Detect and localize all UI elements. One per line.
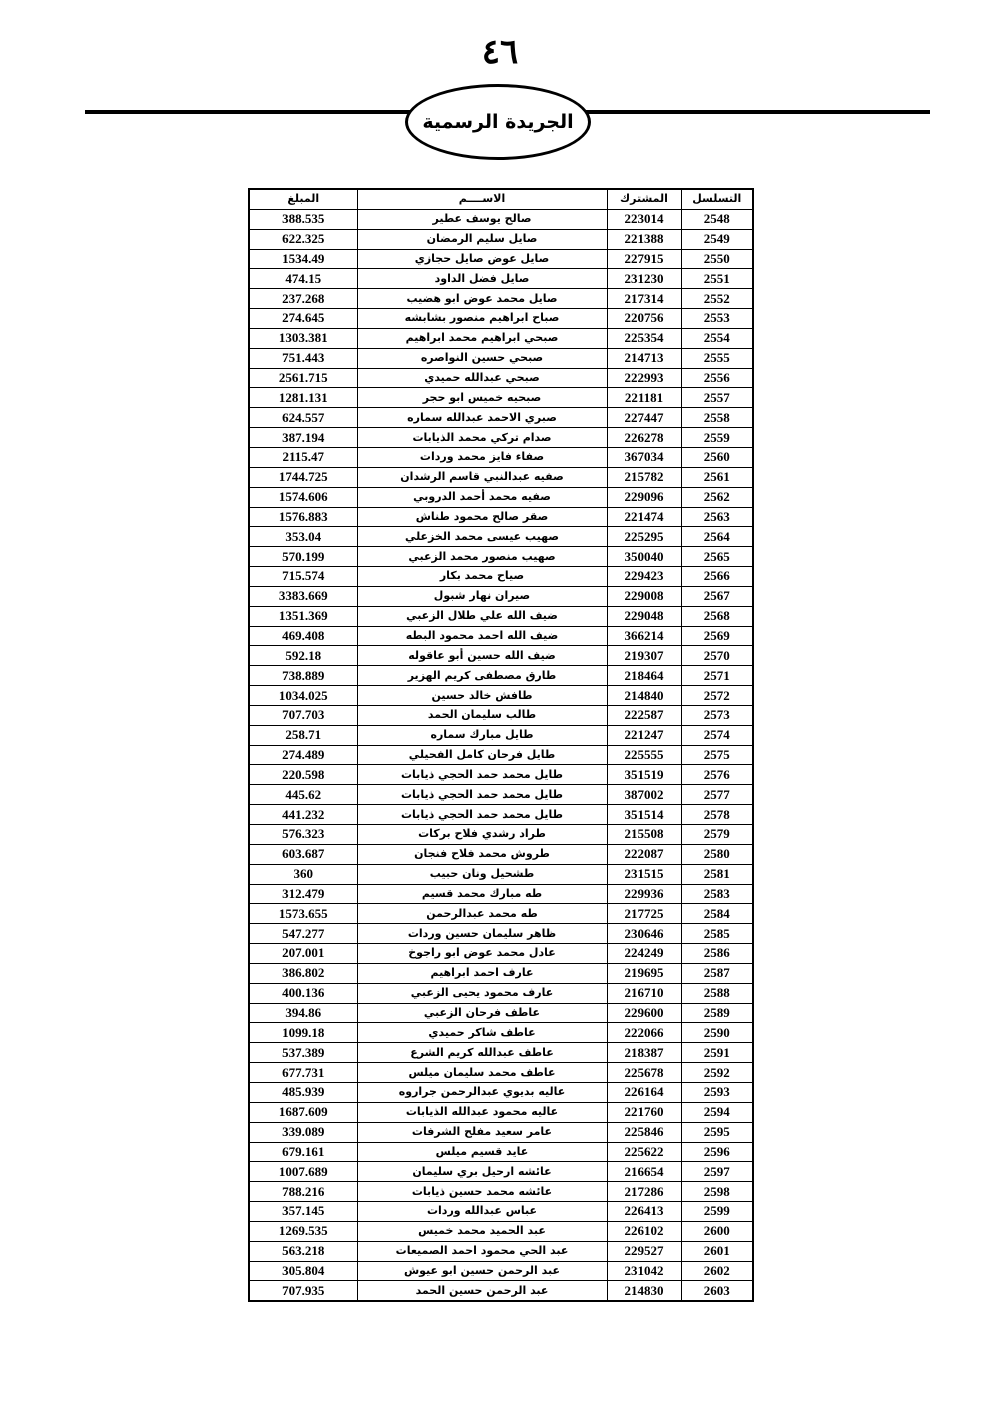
cell-subscriber: 367034 xyxy=(607,447,681,467)
table-row xyxy=(249,428,753,448)
cell-amount: 1576.883 xyxy=(249,507,357,527)
cell-serial: 2557 xyxy=(681,388,753,408)
cell-name: ضيف الله حسين أبو عاقوله xyxy=(357,646,607,666)
table-row xyxy=(249,666,753,686)
cell-serial: 2585 xyxy=(681,924,753,944)
cell-name: صباح ابراهيم منصور بشابشه xyxy=(357,309,607,329)
table-row xyxy=(249,1162,753,1182)
cell-name: طه مبارك محمد قسيم xyxy=(357,884,607,904)
table-row xyxy=(249,586,753,606)
cell-serial: 2559 xyxy=(681,428,753,448)
cell-serial: 2587 xyxy=(681,963,753,983)
cell-amount: 1351.369 xyxy=(249,606,357,626)
cell-name: طايل فرحان كامل الفحيلي xyxy=(357,745,607,765)
cell-amount: 592.18 xyxy=(249,646,357,666)
cell-amount: 3383.669 xyxy=(249,586,357,606)
cell-name: عاليه بديوي عبدالرحمن جراروه xyxy=(357,1082,607,1102)
table-row xyxy=(249,507,753,527)
cell-amount: 312.479 xyxy=(249,884,357,904)
cell-subscriber: 229096 xyxy=(607,487,681,507)
cell-amount: 469.408 xyxy=(249,626,357,646)
cell-subscriber: 387002 xyxy=(607,785,681,805)
table-row xyxy=(249,487,753,507)
cell-subscriber: 227447 xyxy=(607,408,681,428)
cell-name: صبحيه خميس ابو حجر xyxy=(357,388,607,408)
cell-subscriber: 225295 xyxy=(607,527,681,547)
table-row xyxy=(249,1043,753,1063)
cell-serial: 2567 xyxy=(681,586,753,606)
cell-amount: 2561.715 xyxy=(249,368,357,388)
cell-amount: 738.889 xyxy=(249,666,357,686)
cell-subscriber: 217314 xyxy=(607,289,681,309)
cell-subscriber: 216710 xyxy=(607,983,681,1003)
cell-serial: 2593 xyxy=(681,1082,753,1102)
cell-serial: 2572 xyxy=(681,686,753,706)
table-row xyxy=(249,289,753,309)
cell-amount: 751.443 xyxy=(249,348,357,368)
cell-amount: 353.04 xyxy=(249,527,357,547)
cell-serial: 2548 xyxy=(681,209,753,229)
cell-amount: 305.804 xyxy=(249,1261,357,1281)
cell-name: طايل محمد حمد الحجي ذيابات xyxy=(357,805,607,825)
cell-subscriber: 217286 xyxy=(607,1182,681,1202)
payments-table-container xyxy=(248,188,752,1302)
cell-serial: 2551 xyxy=(681,269,753,289)
cell-subscriber: 225555 xyxy=(607,745,681,765)
table-row xyxy=(249,408,753,428)
cell-amount: 220.598 xyxy=(249,765,357,785)
cell-serial: 2577 xyxy=(681,785,753,805)
cell-name: صهيب عيسى محمد الخزعلي xyxy=(357,527,607,547)
header-subscriber: المشترك xyxy=(607,189,681,209)
table-row xyxy=(249,1182,753,1202)
cell-amount: 400.136 xyxy=(249,983,357,1003)
cell-subscriber: 218387 xyxy=(607,1043,681,1063)
cell-subscriber: 229936 xyxy=(607,884,681,904)
table-row xyxy=(249,1281,753,1301)
cell-subscriber: 223014 xyxy=(607,209,681,229)
cell-amount: 441.232 xyxy=(249,805,357,825)
cell-amount: 788.216 xyxy=(249,1182,357,1202)
cell-subscriber: 225622 xyxy=(607,1142,681,1162)
cell-serial: 2581 xyxy=(681,864,753,884)
cell-name: صفيه محمد أحمد الدروبي xyxy=(357,487,607,507)
table-row xyxy=(249,606,753,626)
cell-subscriber: 226102 xyxy=(607,1221,681,1241)
cell-name: صبحي حسين النواصره xyxy=(357,348,607,368)
cell-subscriber: 226413 xyxy=(607,1202,681,1222)
cell-name: عارف احمد ابراهيم xyxy=(357,963,607,983)
table-row xyxy=(249,924,753,944)
cell-subscriber: 351519 xyxy=(607,765,681,785)
cell-subscriber: 225354 xyxy=(607,328,681,348)
table-row xyxy=(249,1122,753,1142)
cell-subscriber: 217725 xyxy=(607,904,681,924)
cell-subscriber: 229600 xyxy=(607,1003,681,1023)
cell-name: عايد قسيم ميلس xyxy=(357,1142,607,1162)
cell-name: صفيه عبدالنبي قاسم الرشدان xyxy=(357,467,607,487)
header-amount: المبلغ xyxy=(249,189,357,209)
table-row xyxy=(249,864,753,884)
table-row xyxy=(249,686,753,706)
cell-amount: 622.325 xyxy=(249,229,357,249)
cell-subscriber: 221474 xyxy=(607,507,681,527)
table-row xyxy=(249,1082,753,1102)
cell-name: عادل محمد عوض ابو راجوخ xyxy=(357,944,607,964)
table-row xyxy=(249,527,753,547)
cell-subscriber: 226164 xyxy=(607,1082,681,1102)
cell-name: عبد الحي محمود احمد الصميعات xyxy=(357,1241,607,1261)
header-serial: التسلسل xyxy=(681,189,753,209)
cell-amount: 1534.49 xyxy=(249,249,357,269)
cell-name: طه محمد عبدالرحمن xyxy=(357,904,607,924)
cell-subscriber: 231515 xyxy=(607,864,681,884)
table-row xyxy=(249,626,753,646)
cell-name: صبحي ابراهيم محمد ابراهيم xyxy=(357,328,607,348)
cell-subscriber: 366214 xyxy=(607,626,681,646)
cell-name: عاطف فرحان الزعبي xyxy=(357,1003,607,1023)
cell-serial: 2563 xyxy=(681,507,753,527)
cell-subscriber: 230646 xyxy=(607,924,681,944)
cell-amount: 603.687 xyxy=(249,844,357,864)
cell-name: طايل محمد حمد الحجي ذيابات xyxy=(357,785,607,805)
table-row xyxy=(249,567,753,587)
cell-serial: 2583 xyxy=(681,884,753,904)
cell-amount: 1034.025 xyxy=(249,686,357,706)
cell-amount: 570.199 xyxy=(249,547,357,567)
cell-name: صفاء فايز محمد وردات xyxy=(357,447,607,467)
cell-serial: 2598 xyxy=(681,1182,753,1202)
cell-amount: 339.089 xyxy=(249,1122,357,1142)
cell-amount: 563.218 xyxy=(249,1241,357,1261)
cell-serial: 2571 xyxy=(681,666,753,686)
cell-name: عائشه محمد حسين ذيابات xyxy=(357,1182,607,1202)
cell-name: صدام تركي محمد الذيابات xyxy=(357,428,607,448)
table-row xyxy=(249,745,753,765)
cell-serial: 2562 xyxy=(681,487,753,507)
cell-serial: 2576 xyxy=(681,765,753,785)
cell-name: صبحي عبدالله حميدي xyxy=(357,368,607,388)
table-row xyxy=(249,705,753,725)
cell-name: صبري الاحمد عبدالله سماره xyxy=(357,408,607,428)
table-row xyxy=(249,765,753,785)
cell-serial: 2586 xyxy=(681,944,753,964)
cell-subscriber: 214713 xyxy=(607,348,681,368)
cell-name: صياح محمد بكار xyxy=(357,567,607,587)
table-row xyxy=(249,1261,753,1281)
table-row xyxy=(249,1063,753,1083)
cell-name: صايل عوض صايل حجازي xyxy=(357,249,607,269)
cell-serial: 2565 xyxy=(681,547,753,567)
cell-amount: 394.86 xyxy=(249,1003,357,1023)
cell-subscriber: 225678 xyxy=(607,1063,681,1083)
cell-name: صايل سليم الرمضان xyxy=(357,229,607,249)
table-body xyxy=(249,209,753,1301)
cell-subscriber: 227915 xyxy=(607,249,681,269)
cell-amount: 258.71 xyxy=(249,725,357,745)
table-row xyxy=(249,646,753,666)
cell-subscriber: 221388 xyxy=(607,229,681,249)
cell-amount: 624.557 xyxy=(249,408,357,428)
cell-amount: 388.535 xyxy=(249,209,357,229)
cell-subscriber: 219307 xyxy=(607,646,681,666)
cell-name: عبد الرحمن حسين ابو عيوش xyxy=(357,1261,607,1281)
table-row xyxy=(249,229,753,249)
cell-name: عاطف محمد سليمان ميلس xyxy=(357,1063,607,1083)
page-number: ٤٦ xyxy=(481,32,519,72)
cell-subscriber: 222993 xyxy=(607,368,681,388)
cell-amount: 1269.535 xyxy=(249,1221,357,1241)
cell-serial: 2554 xyxy=(681,328,753,348)
cell-subscriber: 225846 xyxy=(607,1122,681,1142)
cell-serial: 2579 xyxy=(681,825,753,845)
cell-amount: 485.939 xyxy=(249,1082,357,1102)
cell-subscriber: 221760 xyxy=(607,1102,681,1122)
cell-amount: 1744.725 xyxy=(249,467,357,487)
cell-subscriber: 221247 xyxy=(607,725,681,745)
cell-name: عاطف شاكر حميدي xyxy=(357,1023,607,1043)
cell-subscriber: 350040 xyxy=(607,547,681,567)
table-header-row xyxy=(249,189,753,209)
cell-amount: 679.161 xyxy=(249,1142,357,1162)
cell-name: طراد رشدي فلاح بركات xyxy=(357,825,607,845)
table-row xyxy=(249,328,753,348)
header-name: الاســــم xyxy=(357,189,607,209)
cell-subscriber: 214840 xyxy=(607,686,681,706)
cell-amount: 387.194 xyxy=(249,428,357,448)
cell-amount: 1303.381 xyxy=(249,328,357,348)
table-row xyxy=(249,1023,753,1043)
cell-serial: 2570 xyxy=(681,646,753,666)
cell-serial: 2597 xyxy=(681,1162,753,1182)
cell-name: عائشه ارحيل بري سليمان xyxy=(357,1162,607,1182)
cell-serial: 2553 xyxy=(681,309,753,329)
cell-serial: 2603 xyxy=(681,1281,753,1301)
cell-amount: 445.62 xyxy=(249,785,357,805)
cell-subscriber: 214830 xyxy=(607,1281,681,1301)
table-row xyxy=(249,388,753,408)
cell-serial: 2569 xyxy=(681,626,753,646)
cell-serial: 2595 xyxy=(681,1122,753,1142)
cell-amount: 537.389 xyxy=(249,1043,357,1063)
table-row xyxy=(249,1102,753,1122)
cell-serial: 2588 xyxy=(681,983,753,1003)
cell-name: طايل محمد حمد الحجي ذيابات xyxy=(357,765,607,785)
cell-subscriber: 229527 xyxy=(607,1241,681,1261)
cell-serial: 2601 xyxy=(681,1241,753,1261)
cell-subscriber: 229008 xyxy=(607,586,681,606)
cell-name: طافش خالد حسين xyxy=(357,686,607,706)
table-row xyxy=(249,844,753,864)
table-row xyxy=(249,547,753,567)
cell-serial: 2592 xyxy=(681,1063,753,1083)
cell-name: ظاهر سليمان حسين وردات xyxy=(357,924,607,944)
cell-subscriber: 231230 xyxy=(607,269,681,289)
cell-serial: 2596 xyxy=(681,1142,753,1162)
table-row xyxy=(249,467,753,487)
cell-amount: 1687.609 xyxy=(249,1102,357,1122)
cell-subscriber: 218464 xyxy=(607,666,681,686)
cell-subscriber: 222087 xyxy=(607,844,681,864)
cell-amount: 386.802 xyxy=(249,963,357,983)
cell-subscriber: 231042 xyxy=(607,1261,681,1281)
cell-name: عاطف عبدالله كريم الشرع xyxy=(357,1043,607,1063)
cell-name: طالب سليمان الحمد xyxy=(357,705,607,725)
cell-amount: 357.145 xyxy=(249,1202,357,1222)
cell-subscriber: 215508 xyxy=(607,825,681,845)
cell-name: صيران نهار شبول xyxy=(357,586,607,606)
table-row xyxy=(249,249,753,269)
table-row xyxy=(249,1221,753,1241)
cell-serial: 2599 xyxy=(681,1202,753,1222)
cell-amount: 360 xyxy=(249,864,357,884)
cell-serial: 2561 xyxy=(681,467,753,487)
cell-name: صايل فضل الداود xyxy=(357,269,607,289)
cell-serial: 2555 xyxy=(681,348,753,368)
table-row xyxy=(249,1241,753,1261)
cell-name: طايل مبارك سماره xyxy=(357,725,607,745)
cell-serial: 2584 xyxy=(681,904,753,924)
table-row xyxy=(249,309,753,329)
cell-name: صهيب منصور محمد الزعبي xyxy=(357,547,607,567)
cell-amount: 237.268 xyxy=(249,289,357,309)
cell-subscriber: 229048 xyxy=(607,606,681,626)
cell-amount: 576.323 xyxy=(249,825,357,845)
cell-amount: 707.935 xyxy=(249,1281,357,1301)
cell-amount: 1281.131 xyxy=(249,388,357,408)
cell-amount: 1574.606 xyxy=(249,487,357,507)
table-row xyxy=(249,447,753,467)
cell-serial: 2566 xyxy=(681,567,753,587)
cell-serial: 2560 xyxy=(681,447,753,467)
cell-amount: 2115.47 xyxy=(249,447,357,467)
cell-subscriber: 222587 xyxy=(607,705,681,725)
cell-name: عبد الحميد محمد خميس xyxy=(357,1221,607,1241)
table-row xyxy=(249,348,753,368)
cell-amount: 1099.18 xyxy=(249,1023,357,1043)
table-row xyxy=(249,825,753,845)
cell-name: صالح يوسف عطير xyxy=(357,209,607,229)
cell-subscriber: 219695 xyxy=(607,963,681,983)
cell-serial: 2590 xyxy=(681,1023,753,1043)
cell-serial: 2589 xyxy=(681,1003,753,1023)
cell-serial: 2574 xyxy=(681,725,753,745)
cell-serial: 2602 xyxy=(681,1261,753,1281)
cell-serial: 2573 xyxy=(681,705,753,725)
cell-serial: 2594 xyxy=(681,1102,753,1122)
table-row xyxy=(249,963,753,983)
cell-serial: 2549 xyxy=(681,229,753,249)
table-row xyxy=(249,944,753,964)
table-row xyxy=(249,884,753,904)
table-row xyxy=(249,209,753,229)
cell-name: عبد الرحمن حسين الحمد xyxy=(357,1281,607,1301)
cell-serial: 2580 xyxy=(681,844,753,864)
cell-serial: 2550 xyxy=(681,249,753,269)
cell-subscriber: 222066 xyxy=(607,1023,681,1043)
cell-amount: 677.731 xyxy=(249,1063,357,1083)
cell-subscriber: 229423 xyxy=(607,567,681,587)
cell-subscriber: 220756 xyxy=(607,309,681,329)
cell-name: عامر سعيد مفلح الشرفات xyxy=(357,1122,607,1142)
cell-amount: 207.001 xyxy=(249,944,357,964)
table-row xyxy=(249,1202,753,1222)
table-row xyxy=(249,785,753,805)
cell-name: ضيف الله احمد محمود البطه xyxy=(357,626,607,646)
cell-name: صقر صالح محمود طناش xyxy=(357,507,607,527)
cell-subscriber: 351514 xyxy=(607,805,681,825)
table-row xyxy=(249,368,753,388)
cell-serial: 2578 xyxy=(681,805,753,825)
cell-serial: 2568 xyxy=(681,606,753,626)
cell-name: طروش محمد فلاح فنجان xyxy=(357,844,607,864)
cell-amount: 1007.689 xyxy=(249,1162,357,1182)
cell-name: طارق مصطفى كريم الهزير xyxy=(357,666,607,686)
cell-amount: 1573.655 xyxy=(249,904,357,924)
cell-name: ضيف الله علي طلال الزعبي xyxy=(357,606,607,626)
cell-serial: 2556 xyxy=(681,368,753,388)
cell-name: صايل محمد عوض ابو هضيب xyxy=(357,289,607,309)
masthead-title: الجريدة الرسمية xyxy=(422,111,574,133)
table-row xyxy=(249,983,753,1003)
cell-serial: 2552 xyxy=(681,289,753,309)
payments-table xyxy=(248,188,754,1302)
cell-name: طشحيل ونان حبيب xyxy=(357,864,607,884)
cell-serial: 2564 xyxy=(681,527,753,547)
cell-subscriber: 226278 xyxy=(607,428,681,448)
table-row xyxy=(249,1003,753,1023)
cell-subscriber: 224249 xyxy=(607,944,681,964)
cell-name: عاليه محمود عبدالله الذيابات xyxy=(357,1102,607,1122)
cell-amount: 547.277 xyxy=(249,924,357,944)
cell-subscriber: 215782 xyxy=(607,467,681,487)
table-row xyxy=(249,269,753,289)
masthead-oval xyxy=(405,84,591,160)
cell-name: عباس عبدالله وردات xyxy=(357,1202,607,1222)
cell-name: عارف محمود يحيى الزعبي xyxy=(357,983,607,1003)
table-row xyxy=(249,725,753,745)
cell-serial: 2591 xyxy=(681,1043,753,1063)
table-row xyxy=(249,904,753,924)
table-row xyxy=(249,1142,753,1162)
cell-subscriber: 221181 xyxy=(607,388,681,408)
cell-subscriber: 216654 xyxy=(607,1162,681,1182)
cell-amount: 715.574 xyxy=(249,567,357,587)
cell-amount: 274.489 xyxy=(249,745,357,765)
cell-serial: 2600 xyxy=(681,1221,753,1241)
cell-amount: 707.703 xyxy=(249,705,357,725)
table-row xyxy=(249,805,753,825)
cell-serial: 2575 xyxy=(681,745,753,765)
cell-amount: 274.645 xyxy=(249,309,357,329)
cell-serial: 2558 xyxy=(681,408,753,428)
cell-amount: 474.15 xyxy=(249,269,357,289)
